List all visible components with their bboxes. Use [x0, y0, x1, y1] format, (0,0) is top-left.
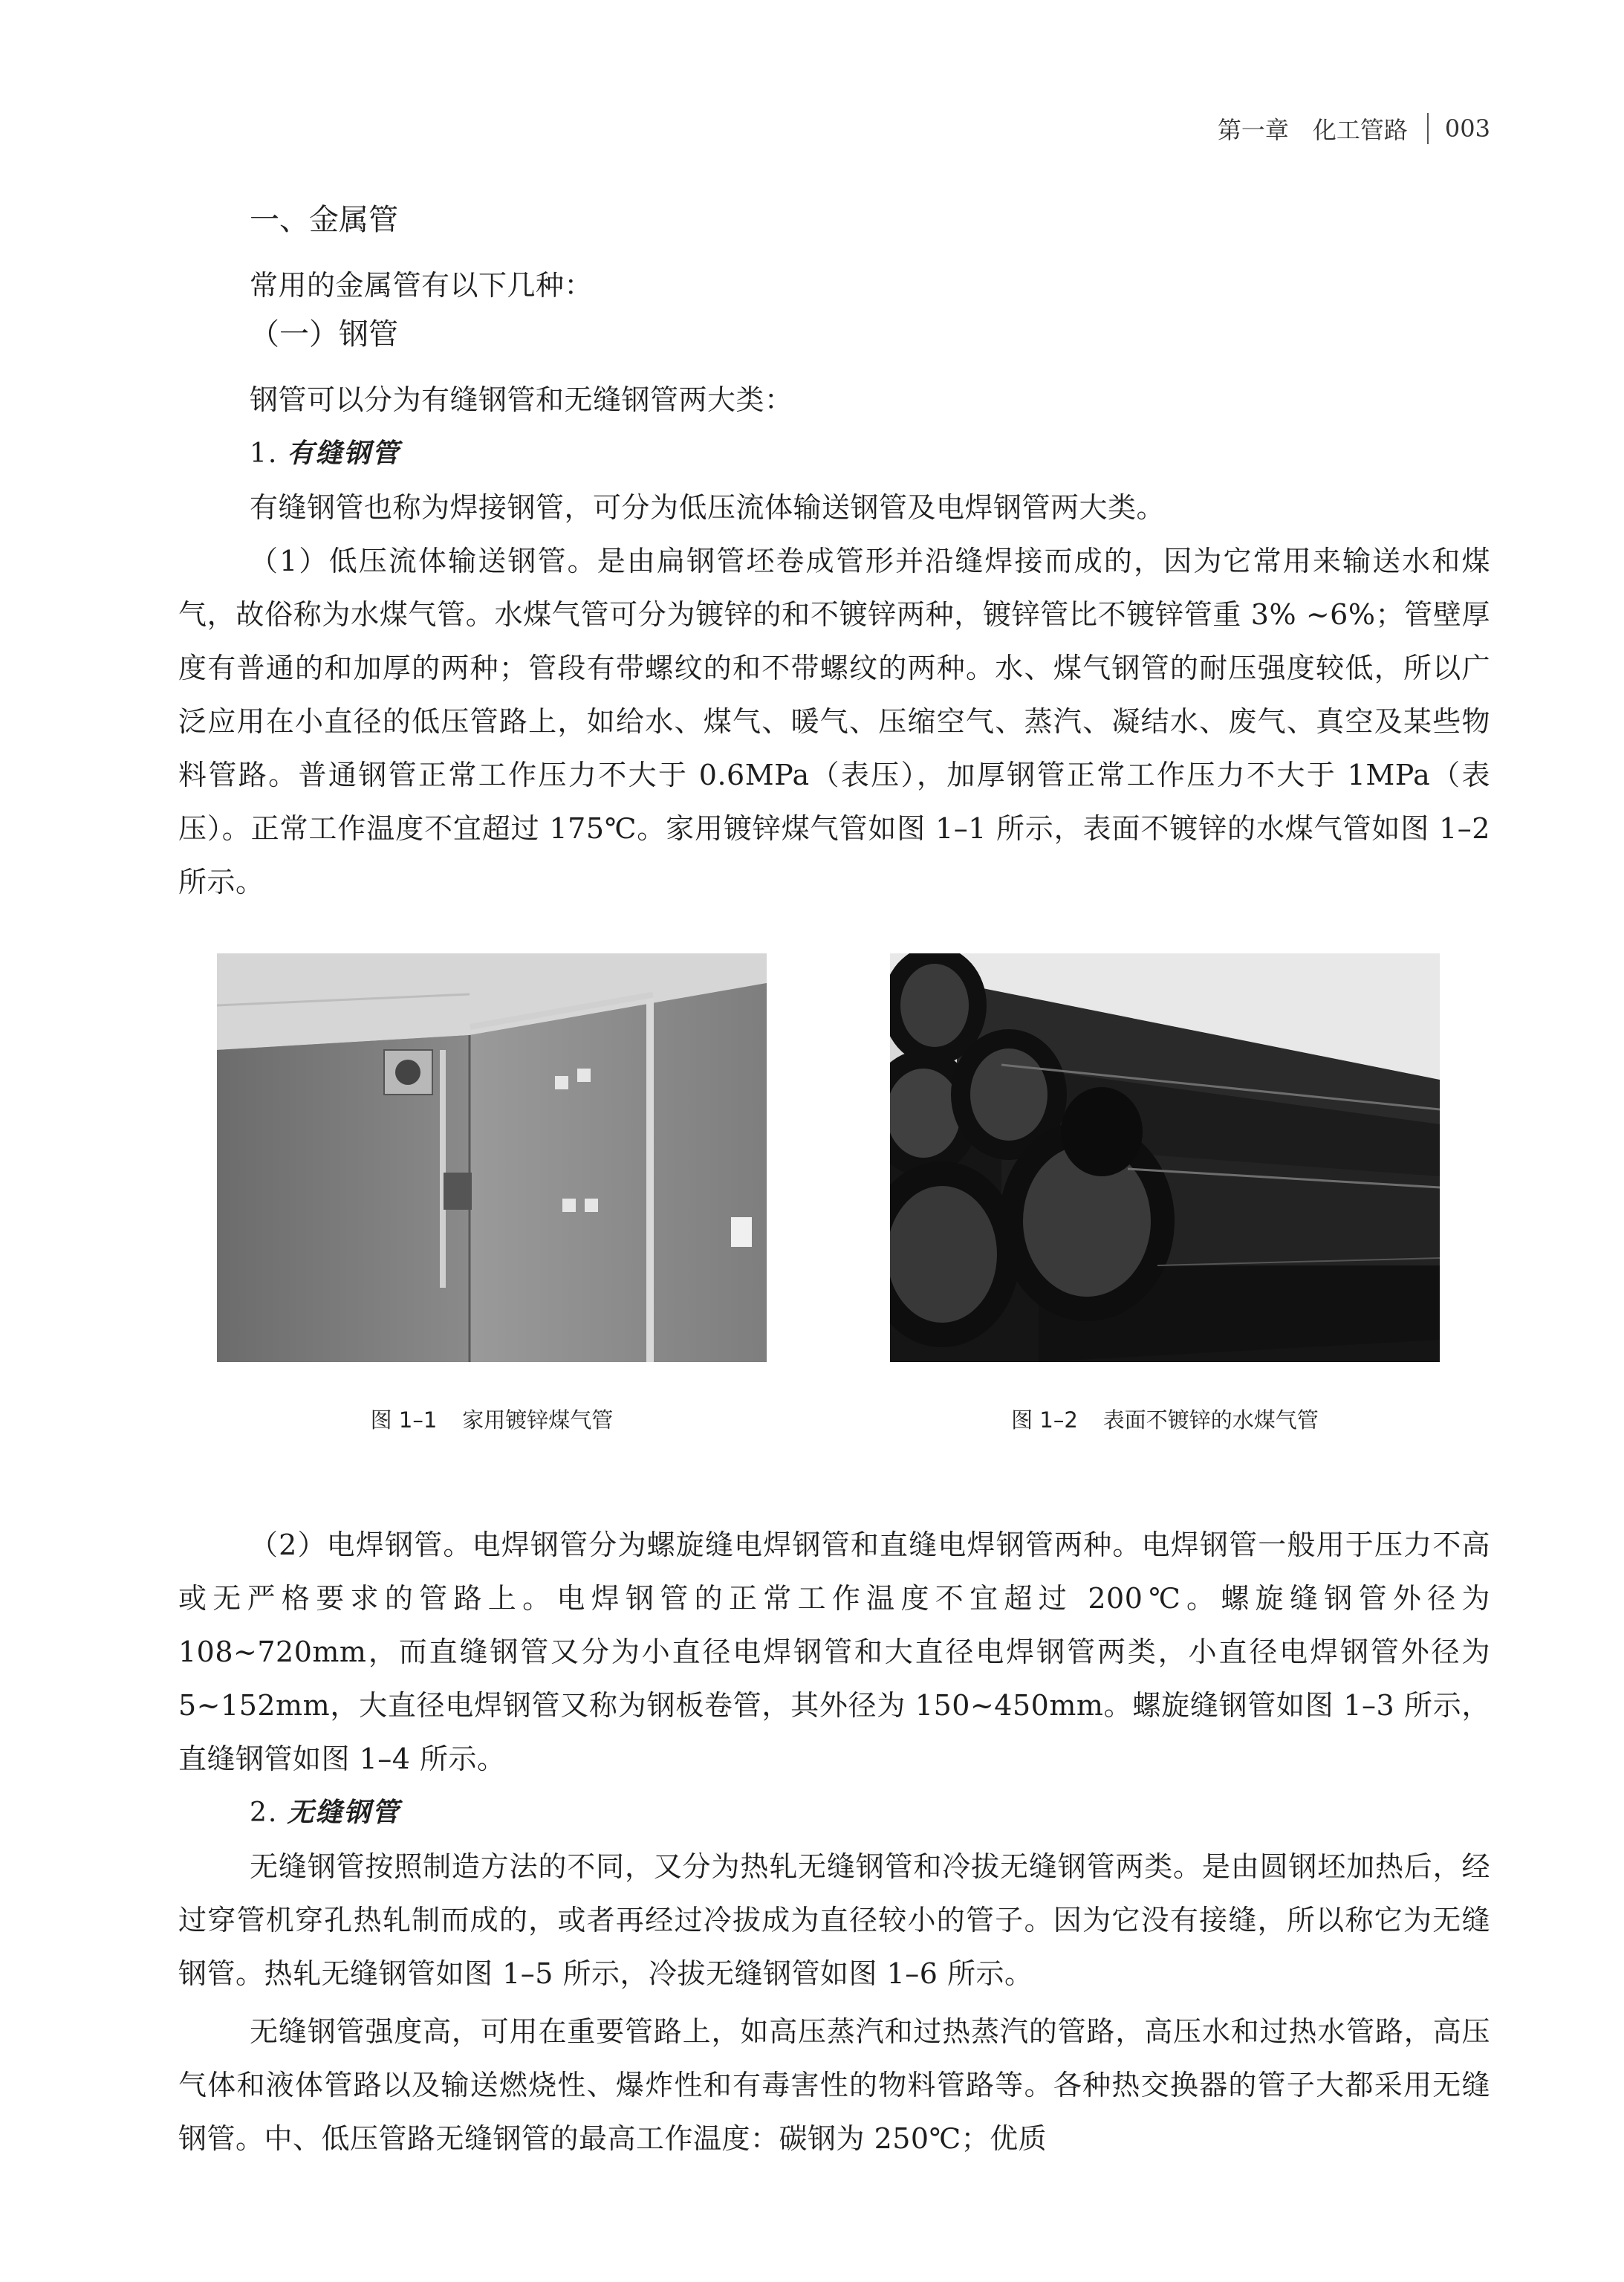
paragraph-electric-welded-pipe: （2）电焊钢管。电焊钢管分为螺旋缝电焊钢管和直缝电焊钢管两种。电焊钢管一般用于压力不高或无严格要求的管路上。电焊钢管的正常工作温度不宜超过 200℃。螺旋缝钢管外径为 108~720mm，而直缝钢管又分为小直径电焊钢管和大直径电焊钢管两类，小直径电焊钢管外径为 5~152mm，大直径电焊钢管又称为钢板卷管，其外径为 150~450mm。螺旋缝钢管如图 1–3 所示，直缝钢管如图 1–4 所示。 [178, 1529, 1490, 1775]
figure-1-2 [890, 953, 1440, 1434]
figure-1-1 [217, 953, 767, 1434]
item2-title: 无缝钢管 [287, 1797, 400, 1828]
figure-1-2-title: 表面不镀锌的水煤气管 [1102, 1407, 1319, 1433]
figure-1-2-caption [890, 1404, 1440, 1434]
item2-heading [250, 1786, 1490, 1840]
figure-1-1-label: 图 1–1 [370, 1407, 438, 1433]
page-content [178, 202, 1490, 2165]
paragraph-low-pressure-pipe: （1）低压流体输送钢管。是由扁钢管坯卷成管形并沿缝焊接而成的，因为它常用来输送水和煤气，故俗称为水煤气管。水煤气管可分为镀锌的和不镀锌两种，镀锌管比不镀锌管重 3% ~6%；管壁厚度有普通的和加厚的两种；管段有带螺纹的和不带螺纹的两种。水、煤气钢管的耐压强度较低，所以广泛应用在小直径的低压管路上，如给水、煤气、暖气、压缩空气、蒸汽、凝结水、废气、真空及某些物料管路。普通钢管正常工作压力不大于 0.6MPa（表压），加厚钢管正常工作压力不大于 1MPa（表压）。正常工作温度不宜超过 175℃。家用镀锌煤气管如图 1–1 所示，表面不镀锌的水煤气管如图 1–2 所示。 [178, 545, 1490, 898]
figure-row [178, 953, 1490, 1518]
section-intro: 常用的金属管有以下几种： [250, 269, 594, 302]
section-heading: 一、金属管 [250, 203, 398, 237]
subsection-heading: （一）钢管 [250, 317, 398, 351]
item1-title: 有缝钢管 [287, 438, 400, 469]
paragraph-seamless-pipe-1: 无缝钢管按照制造方法的不同，又分为热轧无缝钢管和冷拔无缝钢管两类。是由圆钢坯加热后，经过穿管机穿孔热轧制而成的，或者再经过冷拔成为直径较小的管子。因为它没有接缝，所以称它为无缝钢管。热轧无缝钢管如图 1–5 所示，冷拔无缝钢管如图 1–6 所示。 [178, 1850, 1490, 1990]
subsection-intro: 钢管可以分为有缝钢管和无缝钢管两大类： [250, 383, 793, 416]
paragraph-seamless-pipe-2: 无缝钢管强度高，可用在重要管路上，如高压蒸汽和过热蒸汽的管路，高压水和过热水管路，高压气体和液体管路以及输送燃烧性、爆炸性和有毒害性的物料管路等。各种热交换器的管子大都采用无缝钢管。中、低压管路无缝钢管的最高工作温度：碳钢为 250℃；优质 [178, 2015, 1490, 2155]
running-header [1218, 111, 1490, 146]
page-number: 003 [1444, 114, 1490, 143]
figure-1-2-label: 图 1–2 [1011, 1407, 1078, 1433]
item1-heading [250, 427, 1490, 481]
header-divider [1427, 113, 1429, 144]
item1-number: 1. [250, 438, 279, 469]
figure-1-1-photo [217, 953, 767, 1362]
item2-number: 2. [250, 1798, 279, 1828]
chapter-title: 第一章 化工管路 [1217, 116, 1408, 144]
figure-1-1-caption [217, 1404, 767, 1434]
item1-intro: 有缝钢管也称为焊接钢管，可分为低压流体输送钢管及电焊钢管两大类。 [250, 491, 1166, 524]
figure-1-1-title: 家用镀锌煤气管 [462, 1407, 614, 1433]
figure-1-2-photo [890, 953, 1440, 1362]
